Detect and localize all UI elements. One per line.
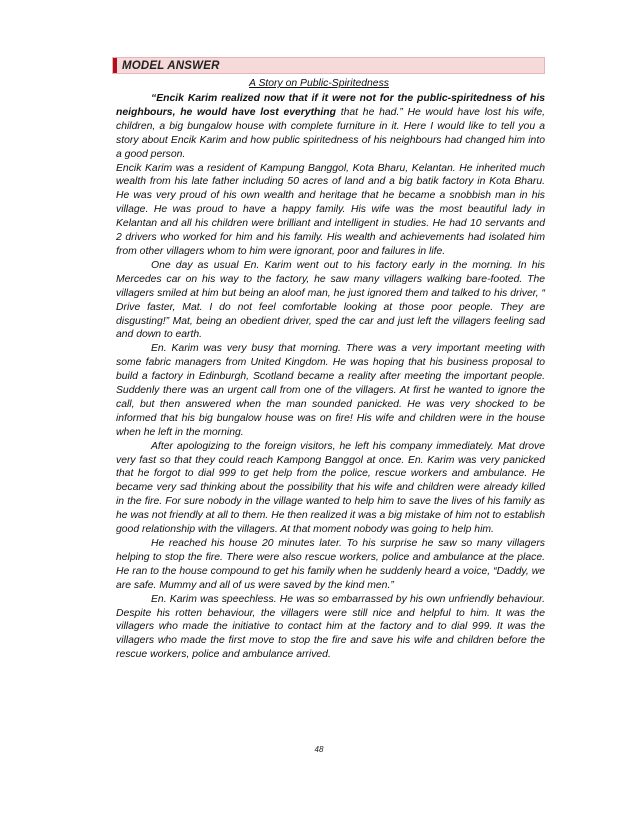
section-header-accent-bar [113, 58, 117, 73]
story-title: A Story on Public-Spiritedness [249, 78, 389, 89]
story-paragraph-6: He reached his house 20 minutes later. To his surprise he saw so many villagers helping to stop the fire. There were also rescue workers, police and ambulance at the place. He ran to the house compound to get his family when he suddenly heard a voice, “Daddy, we are safe. Mummy and all of us were saved by the kind men.” [116, 538, 545, 591]
page-number: 48 [314, 745, 324, 754]
opening-sentence-tail: that he had.” He would have lost his wife, children, a big bungalow house with complete furniture in it. Here I would like to tell you a story about Encik Karim and how public spiritedness of his neighbours had changed him into a good person. [116, 106, 545, 160]
story-paragraph-2: Encik Karim was a resident of Kampung Banggol, Kota Bharu, Kelantan. He inherited much wealth from his late father including 50 acres of land and a big batik factory in Kota Bharu. He was very proud of his own wealth and heritage that he became a snobbish man in his village. He was proud to have a happy family. His wife was the most beautiful lady in Kelantan and all his children were brilliant and intelligent in studies. He had 10 servants and 2 drivers who worked for him and his family. His wealth and achievements had isolated him from other villagers whom to him were ignorant, poor and failures in life. [116, 162, 545, 257]
story-paragraph-5: After apologizing to the foreign visitors, he left his company immediately. Mat drove very fast so that they could reach Kampong Banggol at once. En. Karim was very panicked that he forgot to dial 999 to get help from the police, rescue workers and ambulance. He became very sad thinking about the possibility that his wife and children were already killed in the fire. For sure nobody in the village wanted to help him to save the lives of his family as he was not friendly at all to them. He then realized it was a big mistake of him not to establish good relationship with the villagers. At that moment nobody was going to help him. [116, 440, 545, 536]
opening-sentence: “Encik Karim realized now that if it were not for the public-spiritedness of his neighbours, he would have lost everything [116, 93, 545, 118]
story-body [116, 92, 545, 662]
section-header [112, 57, 545, 74]
story-paragraph-7: En. Karim was speechless. He was so embarrassed by his own unfriendly behaviour. Despite his rotten behaviour, the villagers were still nice and helpful to him. It was the villagers who made the initiative to contact him at the factory and to dial 999. It was the villagers who made the first move to stop the fire and save his wife and children before the rescue workers, police and ambulance arrived. [116, 593, 545, 661]
story-paragraph-4: En. Karim was very busy that morning. There was a very important meeting with some fabric managers from United Kingdom. He was hoping that his business proposal to build a factory in Edinburgh, Scotland became a reality after meeting the important people. Suddenly there was an urgent call from one of the villagers. At first he wanted to ignore the call, but then answered when the man sounded panicked. He was very shocked to be informed that his big bungalow house was on fire! His wife and children were in the house when he left in the morning. [116, 343, 545, 438]
section-header-label: MODEL ANSWER [122, 60, 220, 72]
story-paragraph-1 [116, 92, 545, 162]
story-paragraph-3: One day as usual En. Karim went out to his factory early in the morning. In his Mercedes car on his way to the factory, he saw many villagers walking bare-footed. The villagers smiled at him but being an aloof man, he just ignored them and talked to his driver, “ Drive faster, Mat. I do not feel comfortable looking at those poor people. They are disgusting!” Mat, being an obedient driver, sped the car and just left the villagers feeling sad and down to earth. [116, 259, 545, 341]
